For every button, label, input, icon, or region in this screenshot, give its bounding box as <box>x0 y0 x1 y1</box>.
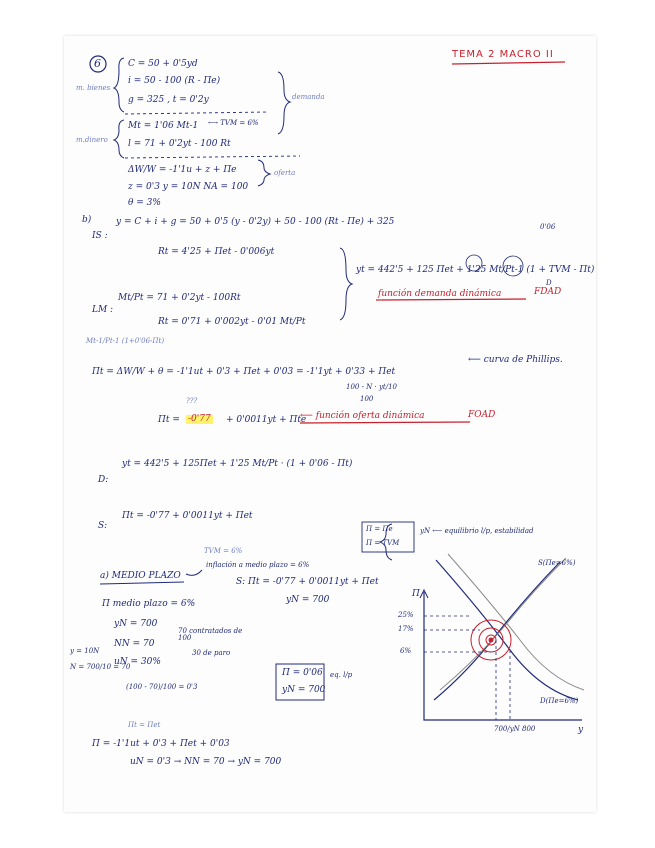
label-oferta: oferta <box>274 169 296 177</box>
foad-label: FOAD <box>468 410 496 420</box>
title-underline <box>452 62 565 64</box>
medio-plazo-arrow-text: inflación a medio plazo = 6% <box>206 561 310 569</box>
brace-demanda <box>278 72 290 134</box>
oad-right: + 0'0011yt + Πte <box>226 415 307 425</box>
lm-equation: Mt/Pt = 71 + 0'2yt - 100Rt <box>118 293 241 303</box>
eq-theta: θ = 3% <box>128 198 161 208</box>
tick-25: 25% <box>398 611 414 619</box>
eq-money-note: ⟷ TVM = 6% <box>208 119 259 127</box>
section-a-s-equation: S: Πt = -0'77 + 0'0011yt + Πet <box>236 577 379 587</box>
medio-plazo-underline <box>100 582 184 584</box>
oad-label: ⟵ función oferta dinámica <box>300 411 425 421</box>
small-006: 0'06 <box>540 223 556 231</box>
rt-from-is: Rt = 4'25 + Πet - 0'006yt <box>158 247 275 257</box>
dad-label: función demanda dinámica <box>378 289 502 299</box>
eq-wages: ΔW/W = -1'1u + z + Πe <box>128 165 237 175</box>
phillips-fraction: 100 - N · yt/10 <box>346 383 398 391</box>
s-label: S: <box>98 521 108 531</box>
lm-label: LM : <box>92 305 114 315</box>
brace-dinero <box>114 120 124 158</box>
question-marks: ??? <box>186 397 198 405</box>
fdad-label: FDAD <box>534 287 562 297</box>
d-label: D: <box>98 475 109 485</box>
note-paro: 30 de paro <box>192 649 231 657</box>
note-contratados: 70 contratados de 100 <box>178 627 243 642</box>
axis-y-label: y <box>578 725 584 735</box>
x-tick: 700/yN 800 <box>494 725 536 733</box>
pi-medio-plazo: Π medio plazo = 6% <box>102 599 196 609</box>
graph-yn-note: yN ⟵ equilibrio l/p, estabilidad <box>420 527 534 535</box>
equilibrium-point <box>489 638 494 643</box>
d-curve-label: D(Πe=6%) <box>540 697 579 705</box>
page-title: TEMA 2 MACRO II <box>452 49 554 60</box>
phillips-equation: Πt = ΔW/W + θ = -1'1ut + 0'3 + Πet + 0'03 = -1'1yt + 0'33 + Πet <box>92 367 396 377</box>
small-d: D <box>546 279 552 287</box>
is-label: IS : <box>92 231 108 241</box>
phillips-denominator: 100 <box>360 395 374 403</box>
y-10n: y = 10N <box>70 647 100 655</box>
is-equation: y = C + i + g = 50 + 0'5 (y - 0'2y) + 50 - 100 (Rt - Πe) + 325 <box>116 217 395 227</box>
tick-6: 6% <box>400 647 412 655</box>
arrow-medio-plazo <box>186 570 202 575</box>
dashed-separator-1 <box>125 112 268 114</box>
exercise-number: 6 <box>94 57 101 70</box>
un-fraction: (100 - 70)/100 = 0'3 <box>126 683 198 691</box>
oad-left: Πt = <box>158 415 180 425</box>
yt-result: yt = 442'5 + 125 Πet + 1'25 Mt/Pt-1 (1 + TVM - Πt) <box>356 265 595 275</box>
medio-plazo-label: a) MEDIO PLAZO <box>100 571 181 581</box>
eq-lp-label: eq. l/p <box>330 671 353 679</box>
phillips-note: ⟵ curva de Phillips. <box>468 355 563 365</box>
dad-underline <box>376 299 526 300</box>
nn-70: NN = 70 <box>114 639 155 649</box>
brace-is-lm <box>340 248 352 320</box>
label-mercado-bienes: m. bienes <box>76 84 111 92</box>
eq-consumption: C = 50 + 0'5yd <box>128 59 198 69</box>
section-b-label: b) <box>82 215 92 225</box>
eq-government: g = 325 , t = 0'2y <box>128 95 209 105</box>
axis-pi-label: Π <box>412 589 420 599</box>
eq-z: z = 0'3 y = 10N NA = 100 <box>128 182 249 192</box>
oad-highlight: -0'77 <box>188 414 211 424</box>
lm-aside: Mt-1/Pt-1 (1+0'06-Πt) <box>86 337 165 345</box>
demand-curve-shifted <box>448 554 584 690</box>
eq-investment: i = 50 - 100 (R - Πe) <box>128 76 221 86</box>
brace-bienes <box>114 58 124 112</box>
tick-17: 17% <box>398 625 414 633</box>
label-demanda: demanda <box>292 93 325 101</box>
eq-liquidity: l = 71 + 0'2yt - 100 Rt <box>128 139 231 149</box>
label-mercado-dinero: m.dinero <box>76 136 108 144</box>
n-fraction: N = 700/10 = 70 <box>70 663 131 671</box>
brace-oferta <box>258 160 270 186</box>
d-equation: yt = 442'5 + 125Πet + 1'25 Mt/Pt · (1 + 0'06 - Πt) <box>122 459 353 469</box>
s-curve-label: S(Πe=6%) <box>538 559 576 567</box>
tvm-small: TVM = 6% <box>204 547 243 555</box>
lp-result: uN = 0'3 → NN = 70 → yN = 700 <box>130 757 282 767</box>
eq-money: Mt = 1'06 Mt-1 <box>128 121 199 131</box>
graph-box-2: Π = TVM <box>366 539 400 547</box>
s-equation: Πt = -0'77 + 0'0011yt + Πet <box>122 511 253 521</box>
yn-700: yN = 700 <box>114 619 158 629</box>
section-a-yn: yN = 700 <box>286 595 330 605</box>
box-pi: Π = 0'06 <box>282 668 323 678</box>
un-30: uN = 30% <box>114 657 161 667</box>
box-yn: yN = 700 <box>282 685 326 695</box>
lp-equation: Π = -1'1ut + 0'3 + Πet + 0'03 <box>92 739 230 749</box>
foad-underline <box>300 422 470 423</box>
graph-box-1: Π = Πe <box>366 525 393 533</box>
rt-from-lm: Rt = 0'71 + 0'002yt - 0'01 Mt/Pt <box>158 317 306 327</box>
lp-aside: Πt = Πet <box>128 721 161 729</box>
dashed-separator-2 <box>125 156 300 158</box>
